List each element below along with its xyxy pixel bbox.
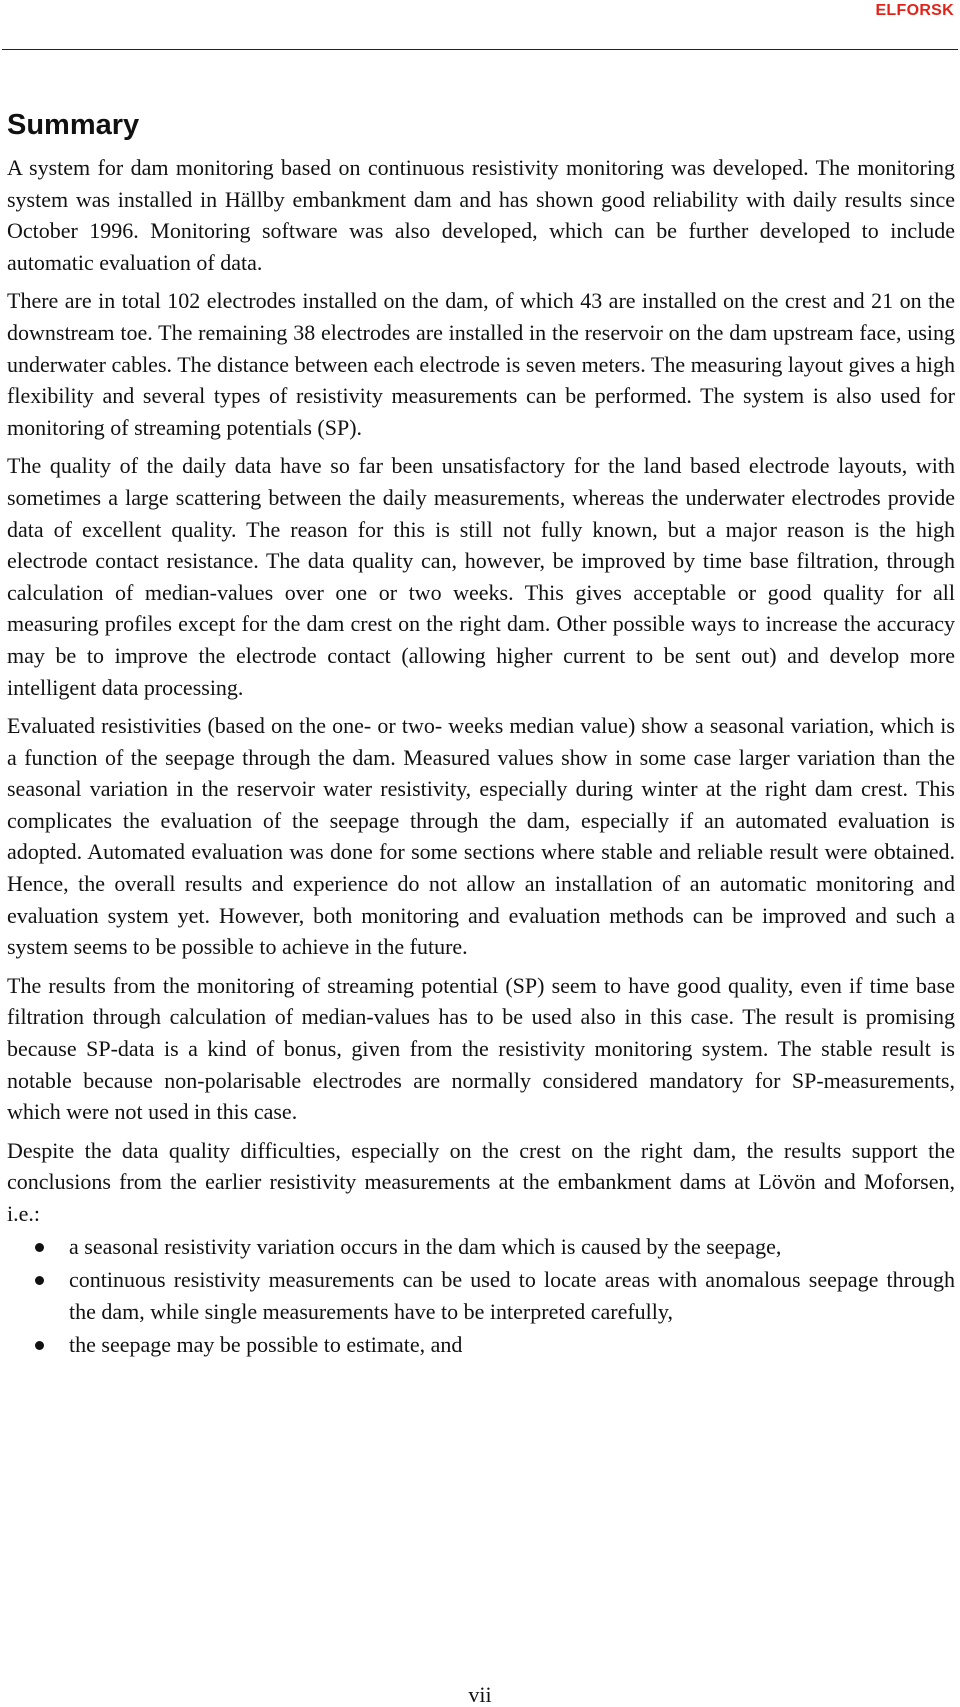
conclusions-list (7, 1231, 955, 1361)
list-item-text: the seepage may be possible to estimate, and (69, 1332, 463, 1358)
bullet-icon (35, 1276, 44, 1285)
paragraph-electrodes: There are in total 102 electrodes installed on the dam, of which 43 are installed on the crest and 21 on the downstream toe. The remaining 38 electrodes are installed in the reservoir on the dam upstream face, using underwater cables. The distance between each electrode is seven meters. The measuring layout gives a high flexibility and several types of resistivity measurements can be performed. The system is also used for monitoring of streaming potentials (SP). (7, 288, 955, 440)
paragraph-data-quality: The quality of the daily data have so far been unsatisfactory for the land based electrode layouts, with sometimes a large scattering between the daily measurements, whereas the underwater electrodes provide data of excellent quality. The reason for this is still not fully known, but a major reason is the high electrode contact resistance. The data quality can, however, be improved by time base filtration, through calculation of median-values over one or two weeks. This gives acceptable or good quality for all measuring profiles except for the dam crest on the right dam. Other possible ways to increase the accuracy may be to improve the electrode contact (allowing higher current to be sent out) and develop more intelligent data processing. (7, 453, 955, 700)
paragraph-streaming-potential: The results from the monitoring of streaming potential (SP) seem to have good quality, even if time base filtration through calculation of median-values has to be used also in this case. The result is promising because SP-data is a kind of bonus, given from the resistivity monitoring system. The stable result is notable because non-polarisable electrodes are normally considered mandatory for SP-measurements, which were not used in this case. (7, 972, 955, 1125)
list-item-text: a seasonal resistivity variation occurs in the dam which is caused by the seepage, (69, 1233, 782, 1259)
list-item-text: continuous resistivity measurements can be used to locate areas with anomalous seepage through the dam, while single measurements have to be interpreted carefully, (69, 1267, 955, 1324)
paragraph-system-overview: A system for dam monitoring based on continuous resistivity monitoring was developed. The monitoring system was installed in Hällby embankment dam and has shown good reliability with daily results since October 1996. Monitoring software was also developed, which can be further developed to include automatic evaluation of data. (7, 155, 955, 275)
list-item (7, 1329, 955, 1361)
paragraph-conclusions-intro: Despite the data quality difficulties, especially on the crest on the right dam, the results support the conclusions from the earlier resistivity measurements at the embankment dams at Lövön and Moforsen, i.e.: (7, 1137, 955, 1226)
list-item (7, 1264, 955, 1327)
bullet-icon (35, 1243, 44, 1252)
page-number: vii (468, 1682, 492, 1707)
paragraph-evaluated-resistivities: Evaluated resistivities (based on the one- or two- weeks median value) show a seasonal variation, which is a function of the seepage through the dam. Measured values show in some case larger variation than the seasonal variation in the reservoir water resistivity, especially during winter at the right dam crest. This complicates the evaluation of the seepage through the dam, especially if an automated evaluation is adopted. Automated evaluation was done for some sections where stable and reliable result were obtained. Hence, the overall results and experience do not allow an installation of an automatic monitoring and evaluation system yet. However, both monitoring and evaluation methods can be improved and such a system seems to be possible to achieve in the future. (7, 713, 955, 960)
document-body (7, 108, 955, 1363)
bullet-icon (35, 1341, 44, 1350)
section-title: Summary (7, 109, 140, 141)
elforsk-logo: ELFORSK (875, 2, 954, 19)
header-divider (2, 49, 958, 50)
list-item (7, 1231, 955, 1263)
